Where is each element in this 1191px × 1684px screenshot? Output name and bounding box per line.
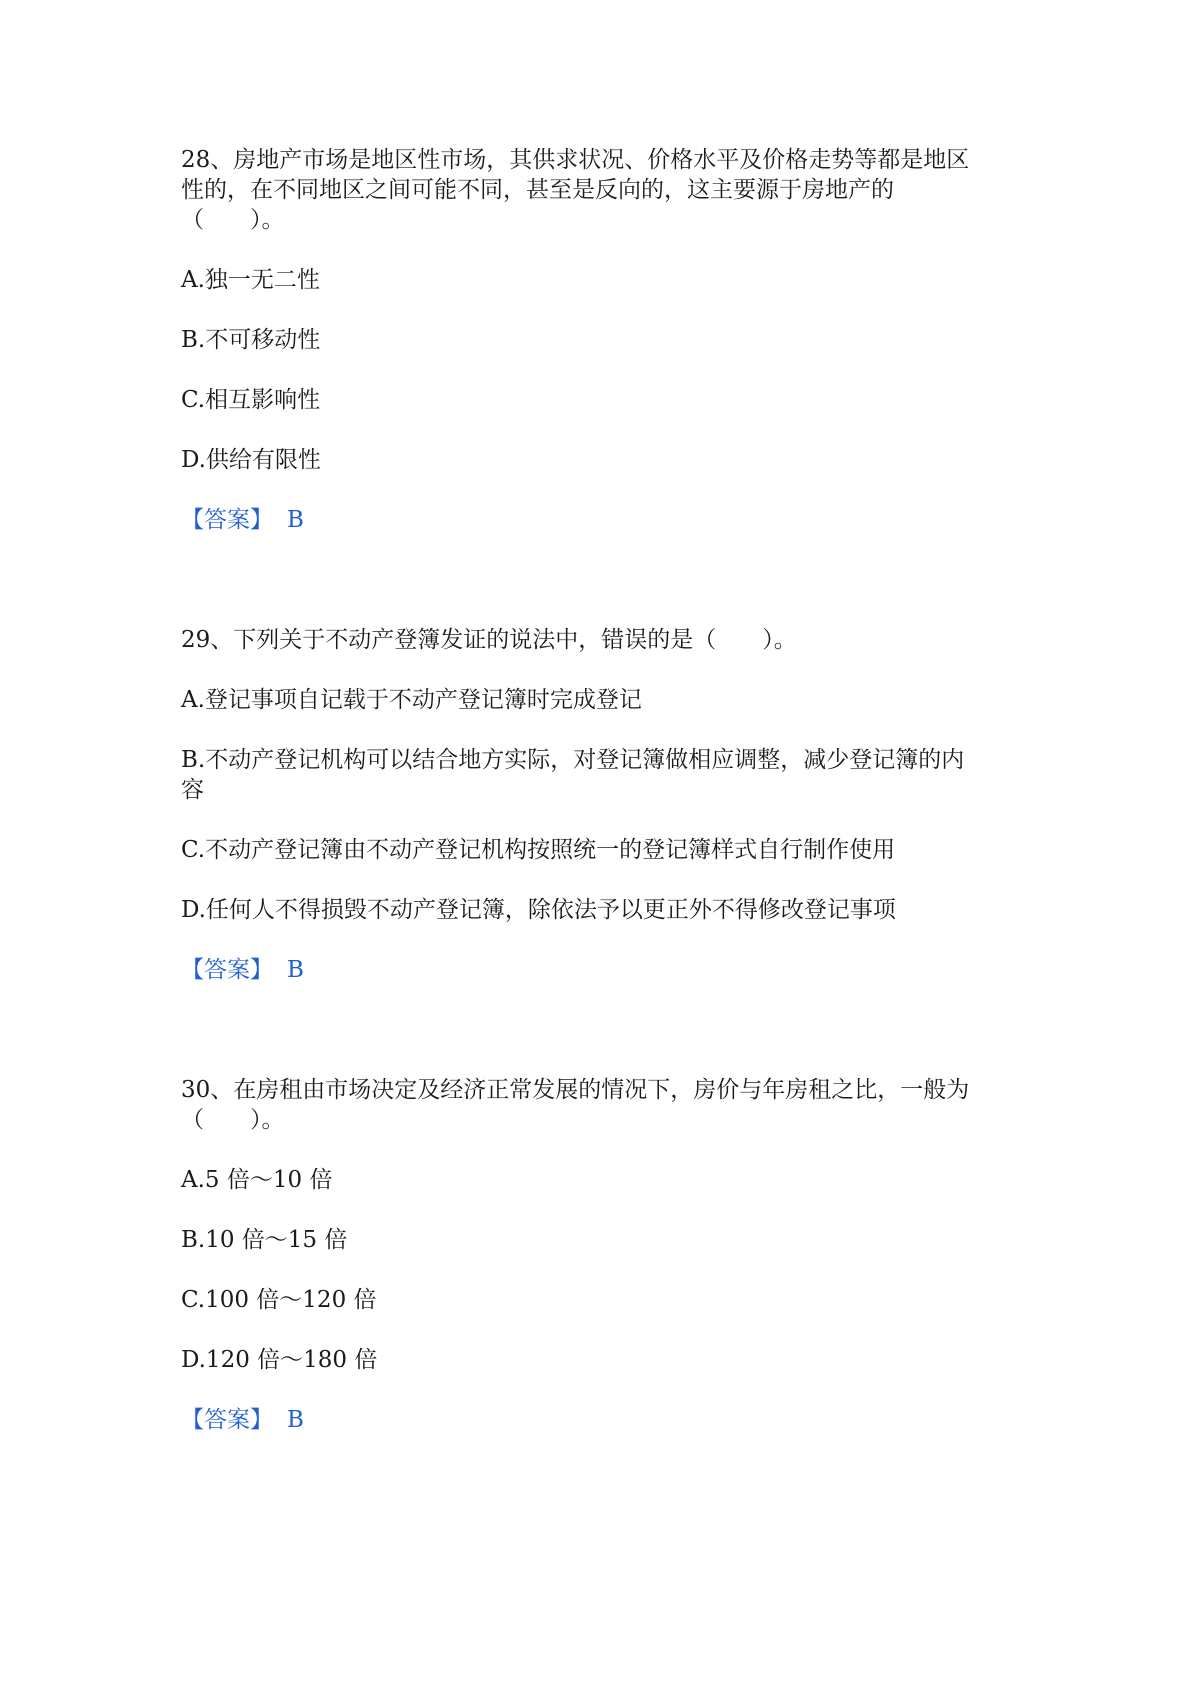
question-28-stem-line-1: 28、房地产市场是地区性市场，其供求状况、价格水平及价格走势等都是地区	[181, 147, 970, 173]
question-30-option-d: D.120 倍～180 倍	[181, 1347, 378, 1373]
question-30-option-c: C.100 倍～120 倍	[181, 1287, 377, 1313]
question-29-stem-line-1: 29、下列关于不动产登簿发证的说法中，错误的是（ ）。	[181, 627, 797, 653]
answer-value: B	[287, 957, 304, 983]
question-29-answer	[181, 955, 304, 985]
answer-value: B	[287, 507, 304, 533]
answer-value: B	[287, 1407, 304, 1433]
question-30-stem-line-1: 30、在房租由市场决定及经济正常发展的情况下，房价与年房租之比，一般为	[181, 1077, 970, 1103]
question-29-option-c: C.不动产登记簿由不动产登记机构按照统一的登记簿样式自行制作使用	[181, 837, 896, 863]
question-28-stem-line-3: （ ）。	[181, 207, 285, 233]
answer-label: 【答案】	[181, 1407, 273, 1433]
question-29-option-b-line-2: 容	[181, 777, 204, 803]
question-29-option-d: D.任何人不得损毁不动产登记簿，除依法予以更正外不得修改登记事项	[181, 897, 896, 923]
question-29-option-a: A.登记事项自记载于不动产登记簿时完成登记	[181, 687, 642, 713]
answer-label: 【答案】	[181, 957, 273, 983]
question-28-answer	[181, 505, 304, 535]
question-30-answer	[181, 1405, 304, 1435]
question-28-option-b: B.不可移动性	[181, 327, 321, 353]
answer-label: 【答案】	[181, 507, 273, 533]
question-29-option-b-line-1: B.不动产登记机构可以结合地方实际，对登记簿做相应调整，减少登记簿的内	[181, 747, 965, 773]
question-30-stem-line-2: （ ）。	[181, 1107, 285, 1133]
question-28-option-a: A.独一无二性	[181, 267, 320, 293]
question-28-stem-line-2: 性的，在不同地区之间可能不同，甚至是反向的，这主要源于房地产的	[181, 177, 894, 203]
question-28-option-d: D.供给有限性	[181, 447, 321, 473]
question-28-option-c: C.相互影响性	[181, 387, 321, 413]
question-30-option-b: B.10 倍～15 倍	[181, 1227, 348, 1253]
question-30-option-a: A.5 倍～10 倍	[181, 1167, 333, 1193]
